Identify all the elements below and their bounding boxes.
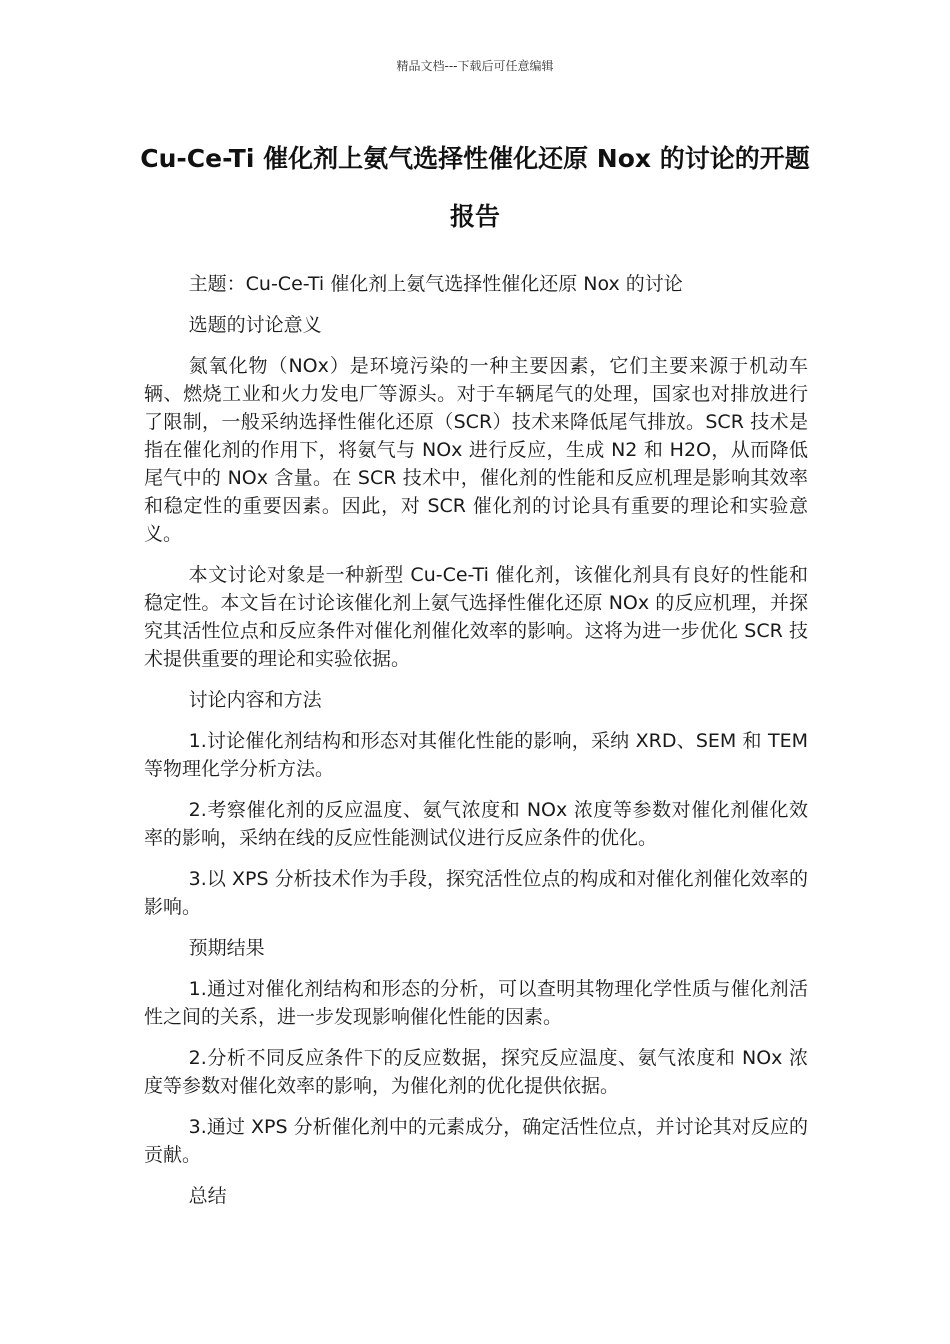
document-body: [144, 270, 808, 1223]
section-heading-summary: 总结: [188, 1185, 227, 1207]
paragraph-background: 氮氧化物（NOx）是环境污染的一种主要因素，它们主要来源于机动车辆、燃烧工业和火力发电厂等源头。对于车辆尾气的处理，国家也对排放进行了限制，一般采纳选择性催化还原（SCR）技术来降低尾气排放。SCR 技术是指在催化剂的作用下，将氨气与 NOx 进行反应，生成 N2 和 H2O，从而降低尾气中的 NOx 含量。在 SCR 技术中，催化剂的性能和反应机理是影响其效率和稳定性的重要因素。因此，对 SCR 催化剂的讨论具有重要的理论和实验意义。: [144, 355, 808, 545]
document-title: Cu-Ce-Ti 催化剂上氨气选择性催化还原 Nox 的讨论的开题报告: [140, 144, 810, 231]
method-item-3: 3.以 XPS 分析技术作为手段，探究活性位点的构成和对催化剂催化效率的影响。: [144, 868, 808, 918]
section-heading-methods: 讨论内容和方法: [188, 689, 322, 711]
subject-line: 主题：Cu-Ce-Ti 催化剂上氨气选择性催化还原 Nox 的讨论: [188, 273, 683, 295]
result-item-3: 3.通过 XPS 分析催化剂中的元素成分，确定活性位点，并讨论其对反应的贡献。: [144, 1116, 808, 1166]
section-heading-significance: 选题的讨论意义: [188, 314, 322, 336]
result-item-1: 1.通过对催化剂结构和形态的分析，可以查明其物理化学性质与催化剂活性之间的关系，进一步发现影响催化性能的因素。: [144, 978, 808, 1028]
result-item-2: 2.分析不同反应条件下的反应数据，探究反应温度、氨气浓度和 NOx 浓度等参数对催化效率的影响，为催化剂的优化提供依据。: [144, 1047, 808, 1097]
paragraph-research-object: 本文讨论对象是一种新型 Cu-Ce-Ti 催化剂，该催化剂具有良好的性能和稳定性。本文旨在讨论该催化剂上氨气选择性催化还原 NOx 的反应机理，并探究其活性位点和反应条件对催化剂催化效率的影响。这将为进一步优化 SCR 技术提供重要的理论和实验依据。: [144, 564, 808, 670]
method-item-2: 2.考察催化剂的反应温度、氨气浓度和 NOx 浓度等参数对催化剂催化效率的影响，采纳在线的反应性能测试仪进行反应条件的优化。: [144, 799, 808, 849]
page-header: 精品文档---下载后可任意编辑: [396, 59, 554, 73]
section-heading-expected-results: 预期结果: [188, 937, 265, 959]
method-item-1: 1.讨论催化剂结构和形态对其催化性能的影响，采纳 XRD、SEM 和 TEM 等物理化学分析方法。: [144, 730, 808, 780]
